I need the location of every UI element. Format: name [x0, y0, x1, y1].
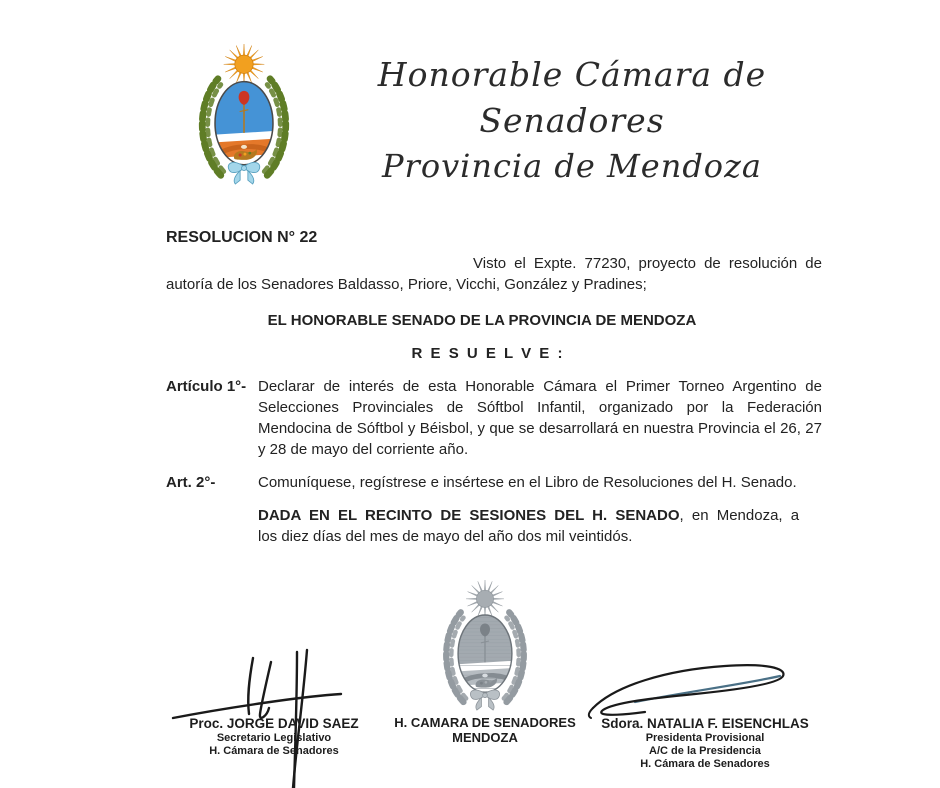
seal-caption — [385, 715, 585, 745]
article-1-label: Artículo 1°- — [166, 378, 247, 395]
visto-paragraph: Visto el Expte. 77230, proyecto de resolución de autoría de los Senadores Baldasso, Priore, Vicchi, González y Pradines; — [166, 255, 822, 293]
senate-seal-icon — [431, 580, 539, 711]
signer-left-role1: Secretario Legislativo — [216, 732, 332, 744]
closing-line2: los diez días del mes de mayo del año dos mil veintidós. — [258, 528, 633, 545]
signer-right-role3: H. Cámara de Senadores — [640, 758, 770, 770]
mendoza-coat-of-arms-icon — [186, 44, 302, 185]
letterhead-line2: Provincia de Mendoza — [381, 147, 762, 185]
resolution-number: RESOLUCION N° 22 — [166, 229, 318, 246]
closing-bold: DADA EN EL RECINTO DE SESIONES DEL H. SENADO — [258, 507, 680, 524]
closing-rest: , en Mendoza, a — [679, 507, 800, 524]
seal-caption-line1: H. CAMARA DE SENADORES — [394, 715, 576, 730]
body-heading: EL HONORABLE SENADO DE LA PROVINCIA DE MENDOZA — [267, 312, 697, 329]
signature-block-left — [168, 716, 380, 758]
letterhead — [322, 52, 822, 188]
article-2 — [166, 472, 822, 493]
document-body — [166, 228, 822, 547]
article-1-text: Declarar de interés de esta Honorable Cámara el Primer Torneo Argentino de Selecciones Provinciales de Sóftbol Infantil, organizado por la Federación Mendocina de Sóftbol y Béisbol, y que se desarrollará en nuestra Provincia el 26, 27 y 28 de mayo del corriente año. — [258, 378, 822, 458]
signer-right-name: Sdora. NATALIA F. EISENCHLAS — [601, 716, 809, 731]
closing-paragraph — [258, 505, 822, 547]
closing-line1 — [258, 505, 822, 526]
article-2-label: Art. 2°- — [166, 474, 216, 491]
signer-right-role2: A/C de la Presidencia — [649, 745, 761, 757]
letterhead-line1: Honorable Cámara de Senadores — [377, 55, 767, 140]
signer-left-name: Proc. JORGE DAVID SAEZ — [189, 716, 359, 731]
seal-caption-line2: MENDOZA — [452, 730, 518, 745]
signer-right-role1: Presidenta Provisional — [645, 732, 765, 744]
signature-left-icon — [165, 640, 350, 788]
signature-block-right — [583, 716, 827, 771]
signer-left-role2: H. Cámara de Senadores — [209, 745, 339, 757]
article-1 — [166, 376, 822, 460]
article-2-text: Comuníquese, regístrese e insértese en el Libro de Resoluciones del H. Senado. — [258, 474, 797, 491]
resolve-heading: R E S U E L V E : — [411, 345, 565, 362]
